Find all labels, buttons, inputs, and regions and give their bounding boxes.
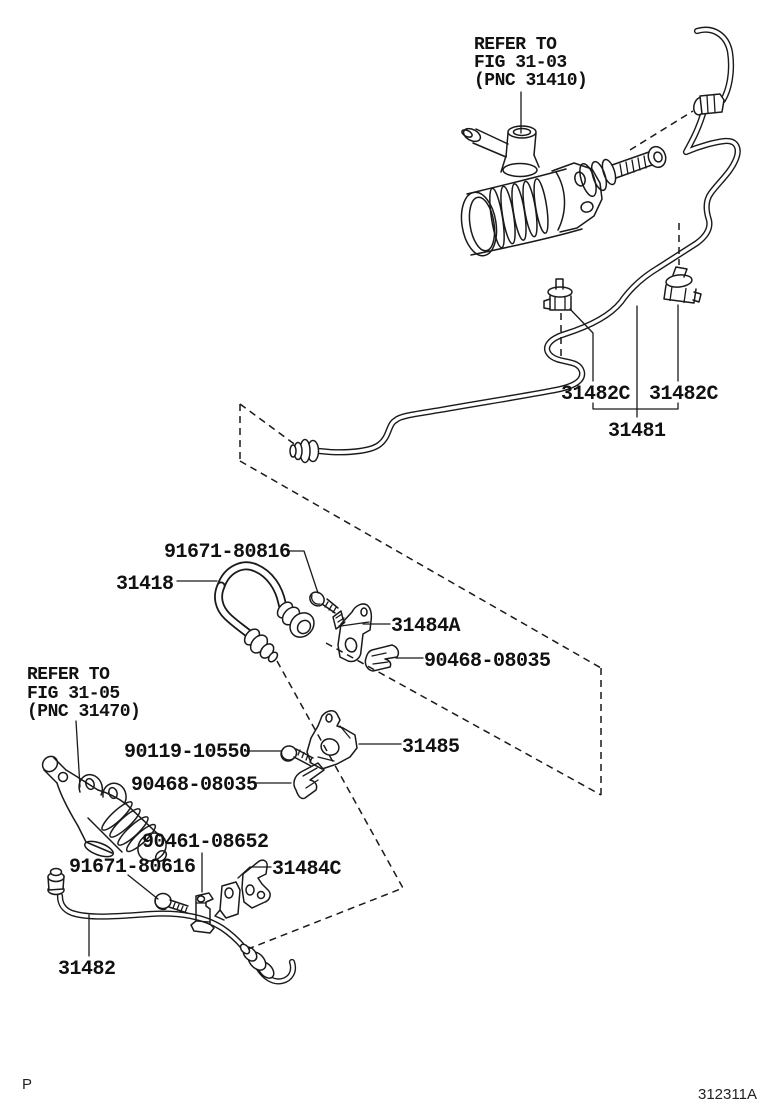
part-label-31418: 31418 <box>116 573 174 596</box>
ref-note-line: (PNC 31410) <box>474 71 588 91</box>
bracket-31484A-drawing <box>333 604 371 661</box>
part-label-91671-80816: 91671-80816 <box>164 541 291 564</box>
part-label-90461-08652: 90461-08652 <box>142 831 269 854</box>
part-label-90468-08035-lower: 90468-08035 <box>131 774 258 797</box>
part-label-31484C: 31484C <box>272 858 342 881</box>
part-label-31482C-left: 31482C <box>561 383 631 406</box>
clip-31482C-left-drawing <box>544 279 572 310</box>
part-label-90119-10550: 90119-10550 <box>124 741 251 764</box>
part-label-31481: 31481 <box>608 420 666 443</box>
part-label-31485: 31485 <box>402 736 460 759</box>
part-label-90468-08035-upper: 90468-08035 <box>424 650 551 673</box>
ref-note-line: FIG 31-05 <box>27 684 120 704</box>
footer-figure-code: 312311A <box>698 1086 757 1103</box>
flexible-hose-31418-drawing <box>219 566 319 664</box>
reference-note-release-cylinder <box>27 665 140 722</box>
clutch-master-cylinder-drawing <box>457 126 668 258</box>
part-label-31482: 31482 <box>58 958 116 981</box>
reference-note-master-cylinder <box>474 35 587 91</box>
clip-31482C-right-drawing <box>664 267 701 303</box>
bolt-91671-80816-drawing <box>307 589 338 613</box>
part-label-31482C-right: 31482C <box>649 383 719 406</box>
clamp-90461-08652-drawing <box>191 893 214 933</box>
bracket-31484C-drawing <box>215 860 270 920</box>
part-label-31484A: 31484A <box>391 615 461 638</box>
bolt-91671-80616-drawing <box>155 894 188 914</box>
ref-note-line: REFER TO <box>27 665 110 685</box>
ref-note-line: FIG 31-03 <box>474 53 567 73</box>
dashed-connection-lines <box>240 111 693 949</box>
ref-note-line: REFER TO <box>474 35 557 55</box>
footer-page-mark: P <box>22 1076 33 1093</box>
leader-lines <box>76 92 678 956</box>
ref-note-line: (PNC 31470) <box>27 702 141 722</box>
part-label-91671-80616: 91671-80616 <box>69 856 196 879</box>
